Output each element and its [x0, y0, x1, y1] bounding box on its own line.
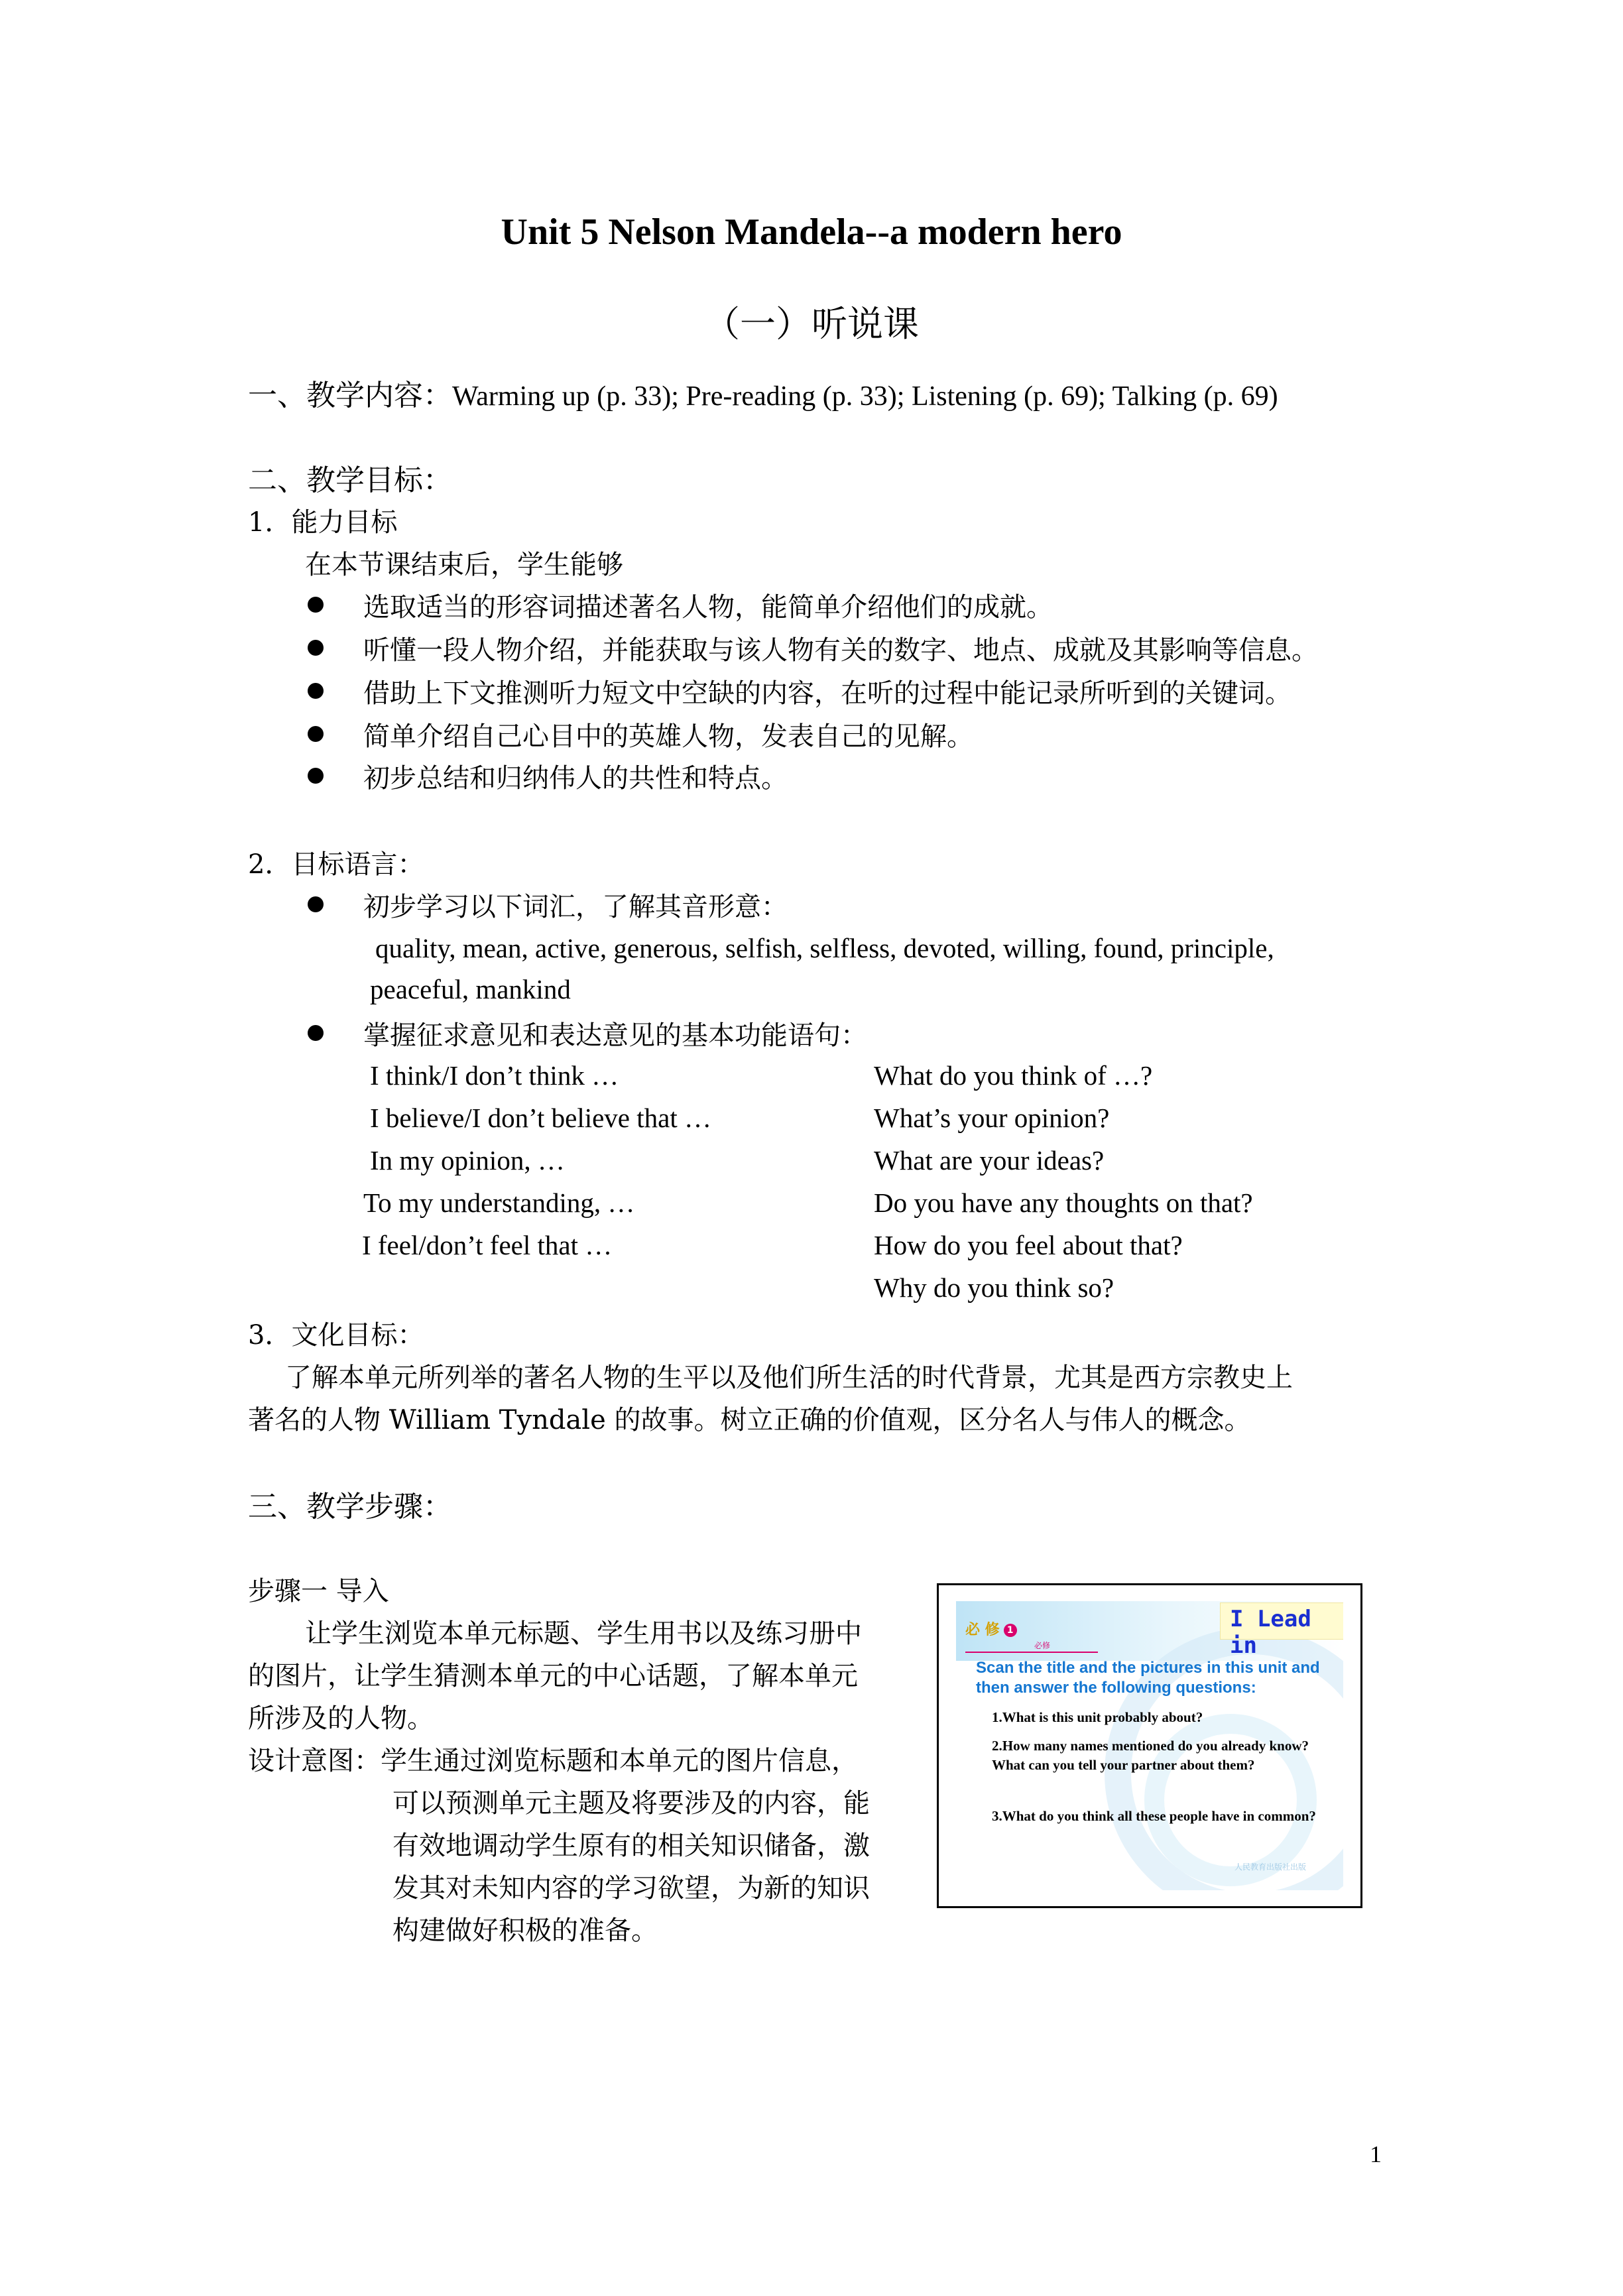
section1-content: Warming up (p. 33); Pre-reading (p. 33); Listening (p. 69); Talking (p. 69): [452, 381, 1278, 412]
bullet-dot: [308, 1025, 324, 1041]
lead-in-label-box: [1220, 1602, 1343, 1659]
right-phrase: Do you have any thoughts on that?: [874, 1187, 1253, 1218]
section2-label: 二、教学目标：: [248, 463, 452, 497]
document-title: Unit 5 Nelson Mandela--a modern hero: [501, 211, 1122, 253]
slide-question-2: 2.How many names mentioned do you already know? What can you tell your partner about them?: [992, 1738, 1309, 1773]
right-phrase: How do you feel about that?: [874, 1230, 1183, 1260]
design-line-1: 学生通过浏览标题和本单元的图片信息，: [381, 1746, 858, 1776]
bullet-dot: [308, 597, 324, 613]
step1-heading: 步骤一 导入: [248, 1576, 389, 1606]
slide-content: [956, 1601, 1343, 1890]
culture-line-1: 了解本单元所列举的著名人物的生平以及他们所生活的时代背景，尤其是西方宗教史上: [285, 1362, 1293, 1393]
design-line-5: 构建做好积极的准备。: [392, 1915, 658, 1946]
ability-heading: 1．能力目标: [248, 507, 398, 538]
design-line-3: 有效地调动学生原有的相关知识储备，激: [392, 1831, 870, 1861]
slide-badge-sub: 必修: [1034, 1641, 1051, 1650]
slide-divider: [965, 1652, 1098, 1653]
step1-line-3: 所涉及的人物。: [248, 1703, 434, 1734]
ability-intro: 在本节课结束后，学生能够: [305, 550, 623, 580]
left-phrase: In my opinion, …: [370, 1145, 565, 1176]
bullet-dot: [308, 640, 324, 656]
step1-line-1: 让学生浏览本单元标题、学生用书以及练习册中: [305, 1618, 862, 1649]
right-phrase: What are your ideas?: [874, 1145, 1105, 1176]
bullet-dot: [308, 683, 324, 699]
section3-label: 三、教学步骤：: [248, 1490, 452, 1524]
right-phrase: What’s your opinion?: [874, 1103, 1110, 1133]
vocab-line-2: peaceful, mankind: [370, 974, 571, 1004]
ability-bullet-2: 听懂一段人物介绍，并能获取与该人物有关的数字、地点、成就及其影响等信息。: [363, 635, 1318, 666]
lesson-subtitle: （一）听说课: [704, 303, 919, 345]
left-phrase: I feel/don’t feel that …: [362, 1230, 613, 1260]
slide-footer: 人民教育出版社出版: [1234, 1862, 1307, 1872]
language-bullet-vocab: 初步学习以下词汇，了解其音形意：: [363, 892, 788, 922]
language-heading: 2．目标语言：: [248, 849, 424, 880]
slide-badge: [965, 1618, 1017, 1639]
page-number: 1: [1370, 2141, 1382, 2167]
bullet-dot: [308, 726, 324, 742]
language-bullet-functions: 掌握征求意见和表达意见的基本功能语句：: [363, 1020, 867, 1051]
ability-bullet-4: 简单介绍自己心目中的英雄人物，发表自己的见解。: [363, 721, 973, 752]
slide-badge-number: 1: [1004, 1624, 1017, 1637]
vocab-line-1: quality, mean, active, generous, selfish, selfless, devoted, willing, found, principle,: [375, 933, 1274, 963]
slide-instruction: Scan the title and the pictures in this unit and then answer the following questions:: [976, 1659, 1320, 1697]
right-phrase: Why do you think so?: [874, 1272, 1114, 1303]
left-phrase: I believe/I don’t believe that …: [370, 1103, 711, 1133]
ability-bullet-3: 借助上下文推测听力短文中空缺的内容，在听的过程中能记录所听到的关键词。: [363, 678, 1292, 709]
section-teaching-content: [248, 371, 1278, 414]
design-label: 设计意图：: [248, 1746, 381, 1776]
left-phrase: To my understanding, …: [363, 1187, 635, 1218]
design-line-2: 可以预测单元主题及将要涉及的内容，能: [392, 1788, 870, 1819]
bullet-dot: [308, 768, 324, 784]
ability-bullet-1: 选取适当的形容词描述著名人物，能简单介绍他们的成就。: [363, 592, 1053, 623]
left-phrase: I think/I don’t think …: [370, 1060, 619, 1091]
right-phrase: What do you think of …?: [874, 1060, 1153, 1091]
lead-in-label: I Lead in: [1230, 1606, 1311, 1659]
slide-badge-text: 必 修: [965, 1622, 1000, 1638]
culture-heading: 3．文化目标：: [248, 1320, 424, 1351]
lead-in-slide-image: [937, 1583, 1362, 1908]
slide-question-3: 3.What do you think all these people have in common?: [992, 1808, 1316, 1824]
culture-line-2: 著名的人物 William Tyndale 的故事。树立正确的价值观，区分名人与伟人的概念。: [248, 1405, 1251, 1435]
step1-line-2: 的图片，让学生猜测本单元的中心话题，了解本单元: [248, 1661, 858, 1691]
bullet-dot: [308, 896, 324, 912]
slide-question-1: 1.What is this unit probably about?: [992, 1709, 1203, 1725]
design-line-4: 发其对未知内容的学习欲望，为新的知识: [392, 1873, 870, 1903]
ability-bullet-5: 初步总结和归纳伟人的共性和特点。: [363, 763, 788, 794]
section1-label: 一、教学内容：: [248, 379, 452, 412]
